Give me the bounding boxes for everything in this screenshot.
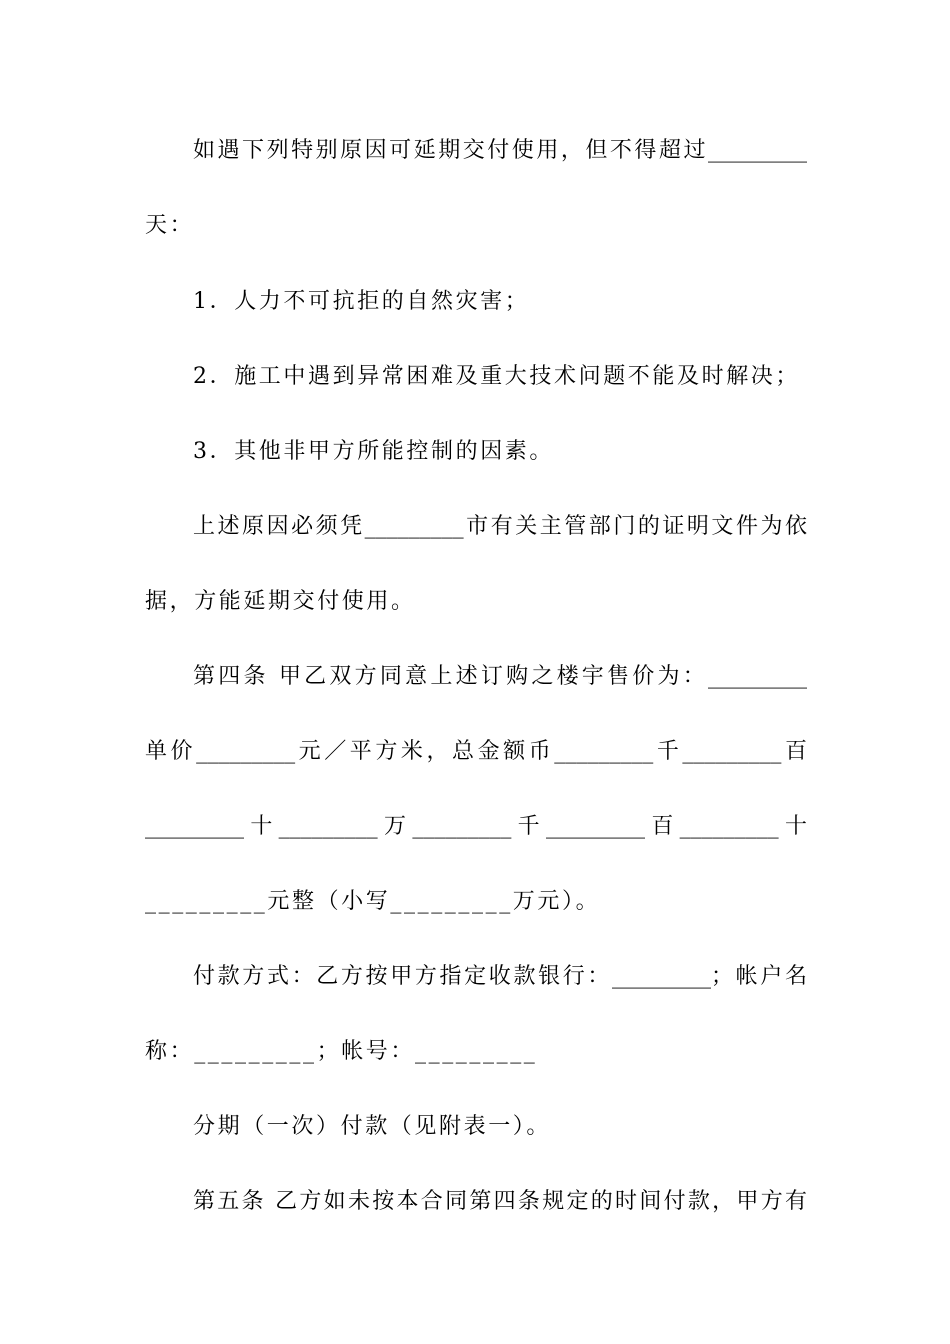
list-item-2: 2．施工中遇到异常困难及重大技术问题不能及时解决；	[193, 364, 800, 389]
payment-method: 付款方式：乙方按甲方指定收款银行：_________；帐户名	[193, 964, 807, 989]
paragraph-proof: 上述原因必须凭_________市有关主管部门的证明文件为依	[193, 514, 807, 539]
paragraph-delay-condition: 如遇下列特别原因可延期交付使用，但不得超过_________	[193, 138, 807, 163]
list-item-3: 3．其他非甲方所能控制的因素。	[193, 439, 554, 464]
article-4-heading: 第四条 甲乙双方同意上述订购之楼宇售价为：_________	[193, 664, 807, 689]
article-5-heading: 第五条 乙方如未按本合同第四条规定的时间付款，甲方有	[193, 1189, 807, 1214]
list-item-1: 1．人力不可抗拒的自然灾害；	[193, 289, 530, 314]
paragraph-delay-days: 天：	[145, 213, 195, 238]
installment-note: 分期（一次）付款（见附表一）。	[193, 1114, 552, 1139]
paragraph-proof-cont: 据，方能延期交付使用。	[145, 589, 416, 614]
article-4-price: 单价_________元／平方米，总金额币_________千_________百	[145, 739, 807, 764]
article-4-amount: _________十_________万_________千_________百_________十	[145, 814, 807, 839]
payment-account: 称：_________；帐号：_________	[145, 1039, 538, 1064]
article-4-amount-cont: _________元整（小写_________万元）。	[145, 889, 601, 914]
